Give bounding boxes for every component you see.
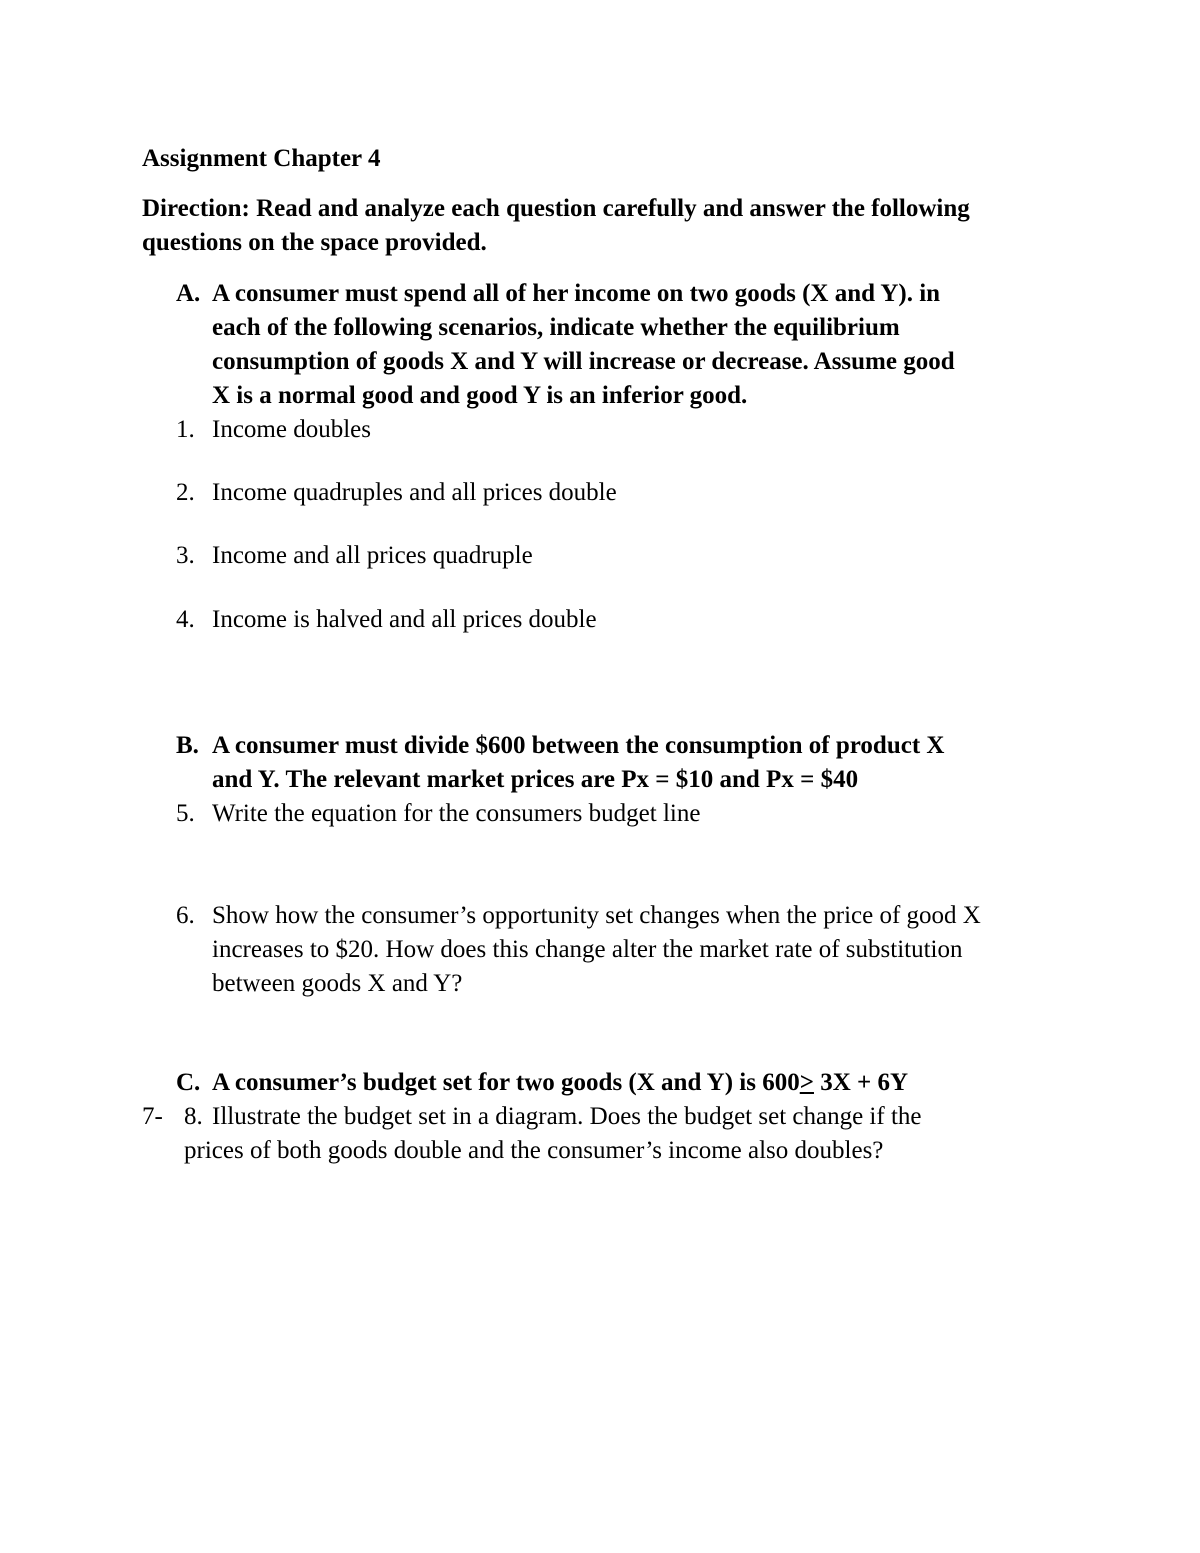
list-item-text: Income doubles [212,416,371,443]
section-a-line-2: each of the following scenarios, indicate whether the equilibrium [212,314,900,341]
section-a-line-1: A consumer must spend all of her income on two goods (X and Y). in [212,280,941,307]
list-item-range-prefix: 7- [142,1103,163,1130]
section-b-line-1: A consumer must divide $600 between the consumption of product X [212,732,945,759]
direction-line-1: Direction: Read and analyze each question carefully and answer the following [142,195,970,222]
section-c-marker: C. [176,1069,201,1096]
list-item-number: 8. [184,1103,203,1130]
list-item-text-line-2: increases to $20. How does this change alter the market rate of substitution [212,936,963,963]
section-c-text-post: 3X + 6Y [813,1069,909,1096]
list-item-text-line-1: Show how the consumer’s opportunity set changes when the price of good X [212,902,981,929]
list-item-number: 3. [176,542,195,569]
list-item-text-line-1: Illustrate the budget set in a diagram. Does the budget set change if the [212,1103,922,1130]
section-a-line-4: X is a normal good and good Y is an inferior good. [212,382,748,409]
section-c-text-pre: A consumer’s budget set for two goods (X and Y) is 600 [212,1069,800,1096]
list-item-number: 5. [176,800,195,827]
list-item-text: Income is halved and all prices double [212,606,597,633]
list-item-text: Income quadruples and all prices double [212,479,617,506]
section-b-line-2: and Y. The relevant market prices are Px = $10 and Px = $40 [212,766,859,793]
list-item-text: Write the equation for the consumers budget line [212,800,701,827]
section-a-line-3: consumption of goods X and Y will increase or decrease. Assume good [212,348,955,375]
list-item-number: 6. [176,902,195,929]
list-item-number: 1. [176,416,195,443]
list-item-number: 4. [176,606,195,633]
section-a-marker: A. [176,280,201,307]
list-item-text: Income and all prices quadruple [212,542,533,569]
section-b-marker: B. [176,732,199,759]
list-item-number: 2. [176,479,195,506]
section-c-line [212,1066,908,1100]
list-item-text-line-3: between goods X and Y? [212,970,463,997]
list-item-text-line-2: prices of both goods double and the consumer’s income also doubles? [184,1137,884,1164]
page-title: Assignment Chapter 4 [142,145,381,172]
direction-line-2: questions on the space provided. [142,229,487,256]
greater-equal-symbol: > [799,1069,814,1096]
